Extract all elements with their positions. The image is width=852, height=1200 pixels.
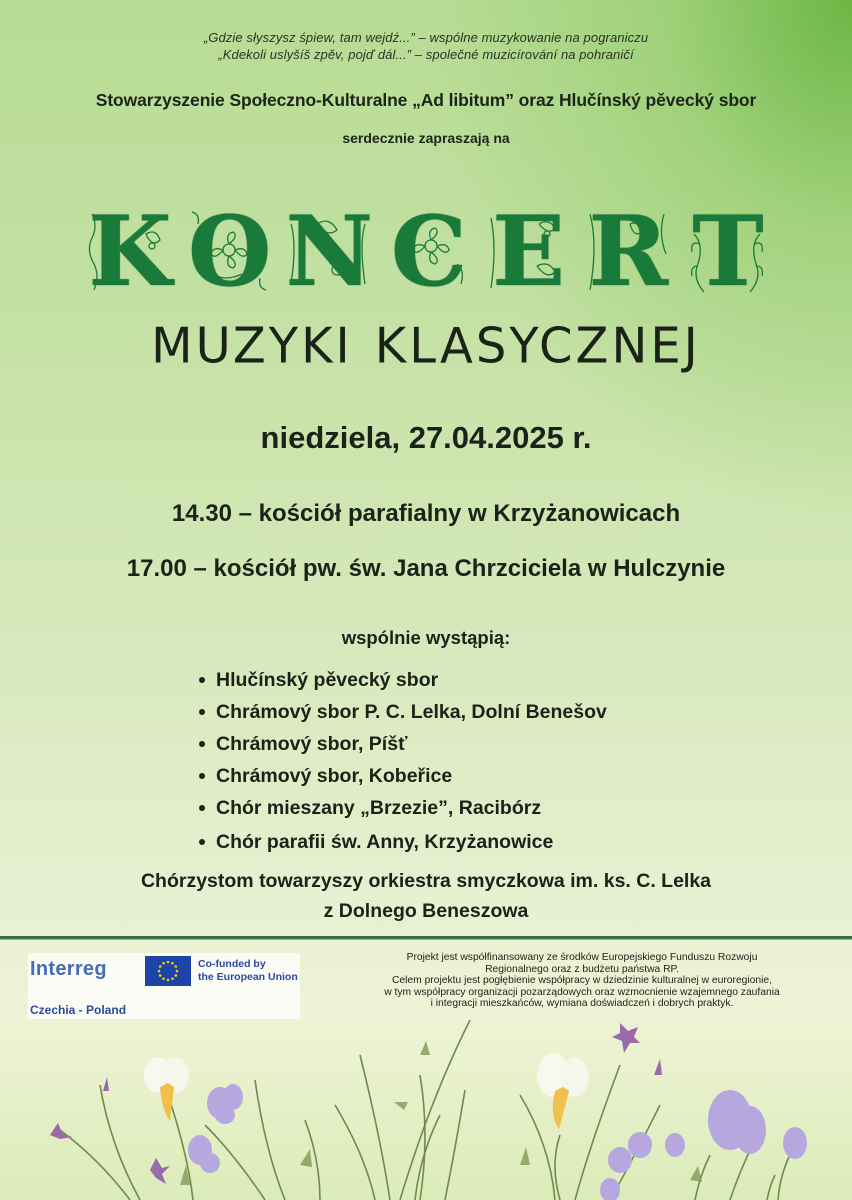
- interreg-logo: [28, 953, 300, 1019]
- schedule-item: 14.30 – kościół parafialny w Krzyżanowicach: [171, 500, 681, 527]
- eu-cofunded-text: Co-funded by the European Union: [198, 958, 298, 983]
- title-subtitle: MUZYKI KLASYCZNEJ: [151, 317, 701, 375]
- list-item: Chrámový sbor, Píšť: [197, 728, 607, 760]
- title-letter: R: [586, 204, 668, 300]
- eu-flag-icon: [145, 956, 191, 986]
- bullet-icon: [199, 839, 205, 845]
- divider-line: [0, 936, 852, 940]
- title-letter: T: [686, 204, 768, 300]
- list-item: Chrámový sbor, Kobeřice: [197, 760, 607, 792]
- programme-country: Czechia - Poland: [30, 1003, 127, 1017]
- title-letter: E: [487, 204, 569, 300]
- bullet-icon: [199, 741, 205, 747]
- event-date: niedziela, 27.04.2025 r.: [260, 420, 592, 455]
- bullet-icon: [199, 709, 205, 715]
- performers-list: [197, 664, 607, 858]
- bullet-icon: [199, 773, 205, 779]
- bullet-icon: [199, 805, 205, 811]
- interreg-wordmark: Interreg: [30, 958, 107, 980]
- performers-heading: wspólnie wystąpią:: [341, 627, 511, 648]
- motto-polish: „Gdzie słyszysz śpiew, tam wejdź...” – wspólne muzykowanie na pograniczu: [203, 30, 649, 45]
- wildflowers-illustration-icon: [0, 1015, 852, 1200]
- orchestra-note: Chórzystom towarzyszy orkiestra smyczkowa im. ks. C. Lelka z Dolnego Beneszowa: [140, 870, 712, 922]
- list-item: Chór parafii św. Anny, Krzyżanowice: [197, 826, 607, 858]
- list-item: Chrámový sbor P. C. Lelka, Dolní Benešov: [197, 696, 607, 728]
- title-koncert: [88, 195, 768, 308]
- invite-text: serdecznie zapraszają na: [342, 130, 510, 146]
- bullet-icon: [199, 677, 205, 683]
- motto-czech: „Kdekoli uslyšíš zpěv, pojď dál...” – společné muzicírování na pohraničí: [218, 47, 634, 62]
- title-letter: K: [88, 195, 170, 308]
- schedule-item: 17.00 – kościół pw. św. Jana Chrzciciela w Hulczynie: [126, 555, 726, 582]
- title-letter: N: [285, 195, 372, 308]
- title-letter: O: [187, 195, 270, 308]
- title-letter: C: [387, 204, 469, 300]
- list-item: Hlučínský pěvecký sbor: [197, 664, 607, 696]
- list-item: Chór mieszany „Brzezie”, Racibórz: [197, 792, 607, 824]
- project-funding-text: Projekt jest współfinansowany ze środków Europejskiego Funduszu Rozwoju Regionalnego oraz z budżetu państwa RP. Celem projektu jest pogłębienie współpracy w dziedzinie kulturalnej w euroregionie, w tym współpracy organizacji pozarządowych oraz wzmocnienie wzajemnego zaufania i integracji mieszkańców, wymiana doświadczeń i dobrych praktyk.: [384, 952, 780, 1010]
- organizers: Stowarzyszenie Społeczno-Kulturalne „Ad libitum” oraz Hlučínský pěvecký sbor: [95, 90, 757, 110]
